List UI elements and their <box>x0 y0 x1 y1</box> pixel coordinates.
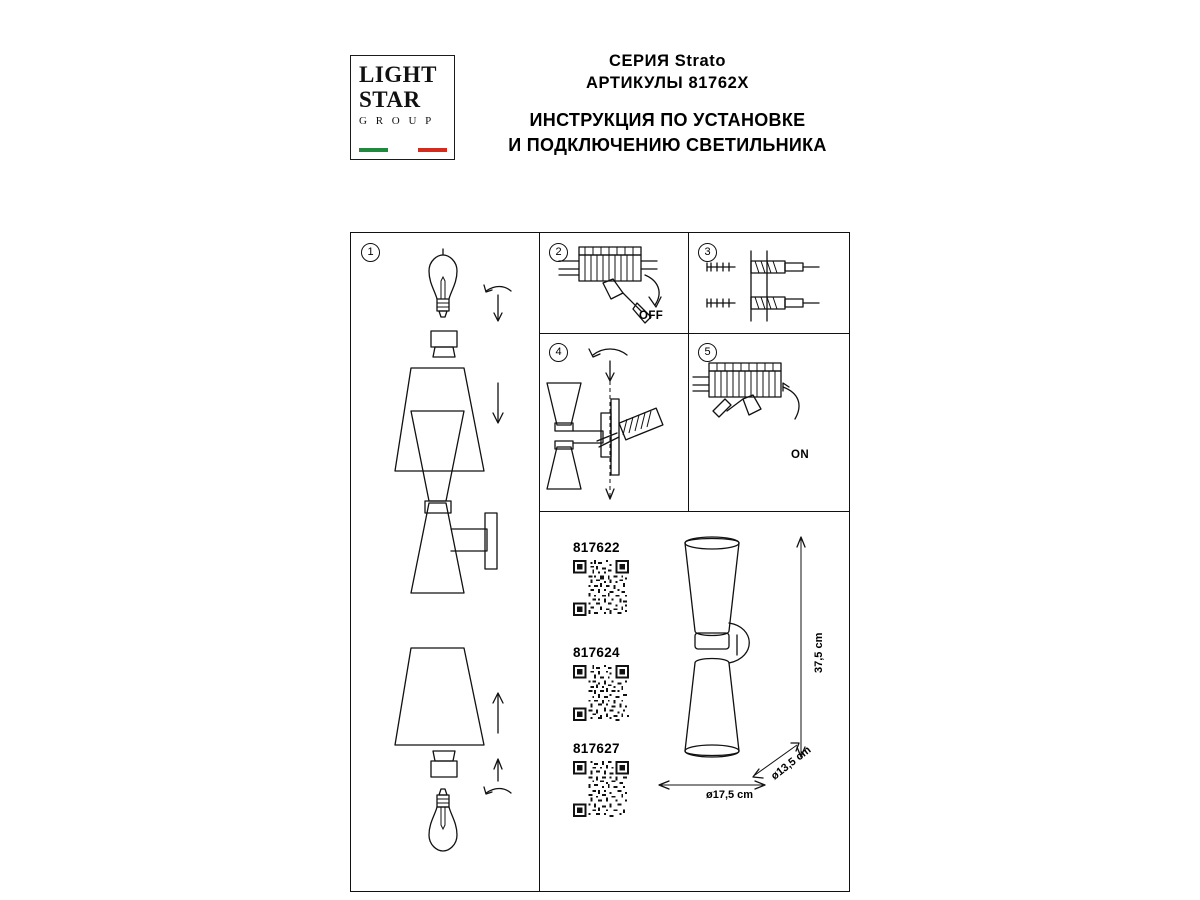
divider-horizontal-bottom <box>351 891 849 892</box>
qr-code-3 <box>573 761 629 817</box>
step-5-label: ON <box>791 449 810 461</box>
dimension-depth: ø13,5 cm <box>769 744 814 783</box>
step-5-drawing <box>691 341 849 509</box>
instruction-title-line2: И ПОДКЛЮЧЕНИЮ СВЕТИЛЬНИКА <box>508 135 827 155</box>
qr-code-2 <box>573 665 629 721</box>
step-number-3: 3 <box>698 243 717 262</box>
step-4-drawing <box>541 337 687 509</box>
step-3-drawing <box>691 243 849 331</box>
brand-name-line2: STAR <box>359 87 421 112</box>
divider-horizontal-steps <box>539 333 849 334</box>
brand-subtitle: G R O U P <box>359 115 435 127</box>
product-code-2: 817624 <box>573 645 620 660</box>
articles-label: АРТИКУЛЫ 81762X <box>586 74 749 92</box>
brand-logo <box>350 55 455 160</box>
dimension-height: 37,5 cm <box>813 632 825 673</box>
product-code-1: 817622 <box>573 540 620 555</box>
header-titles <box>475 50 860 158</box>
qr-code-1 <box>573 560 629 616</box>
step-2-drawing <box>541 237 687 333</box>
step-number-4: 4 <box>549 343 568 362</box>
dimension-width: ø17,5 cm <box>706 789 754 801</box>
flag-icon <box>359 148 447 152</box>
divider-vertical-steps <box>688 233 689 511</box>
diagram-panel <box>350 232 850 892</box>
product-code-3: 817627 <box>573 741 620 756</box>
document-header <box>350 50 860 180</box>
divider-horizontal-products <box>539 511 849 512</box>
step-number-1: 1 <box>361 243 380 262</box>
assembly-exploded-drawing <box>351 233 539 891</box>
step-number-2: 2 <box>549 243 568 262</box>
instruction-title-line1: ИНСТРУКЦИЯ ПО УСТАНОВКЕ <box>529 110 806 130</box>
step-number-5: 5 <box>698 343 717 362</box>
step-2-label: OFF <box>639 310 664 322</box>
brand-name-line1: LIGHT <box>359 62 437 87</box>
series-label: СЕРИЯ Strato <box>608 52 727 70</box>
